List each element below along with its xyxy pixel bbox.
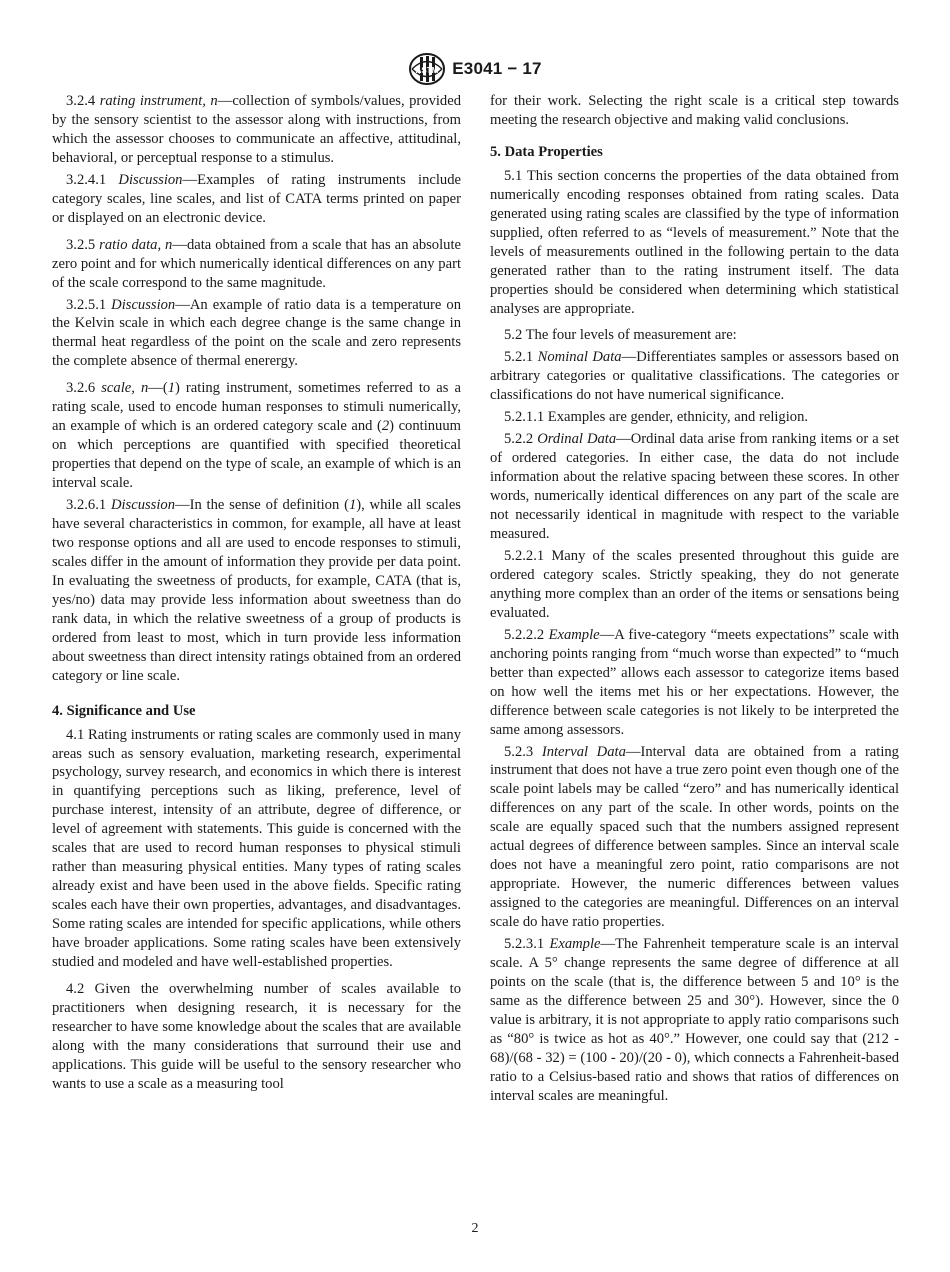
page-number: 2	[471, 1221, 479, 1236]
paragraph-3-2-5: 3.2.5 ratio data, n—data obtained from a scale that has an absolute zero point and for which numerically identical differences on any part of the scale correspond to the same magnitude.	[52, 236, 461, 291]
right-column	[490, 92, 899, 1109]
paragraph-5-2-3-1: 5.2.3.1 Example—The Fahrenheit temperature scale is an interval scale. A 5° change represents the same degree of difference at all points on the scale (that is, the difference between 5 and 10° is the same as the difference between 25 and 30°). However, since the 0 value is arbitrary, it is not appropriate to apply ratio comparisons such as “80° is twice as hot as 40°.” However, one could say that (212 - 68)/(68 - 32) = (100 - 20)/(20 - 0), which connects a Fahrenheit-based ratio to a Celsius-based ratio and shows that ratios of differences on interval scales are meaningful.	[490, 936, 899, 1104]
section-4-heading: 4. Significance and Use	[52, 702, 196, 719]
paragraph-5-2-2-1: 5.2.2.1 Many of the scales presented throughout this guide are ordered category scales. Strictly speaking, they do not generate anything more complex than an order of the items or sensations being evaluated.	[490, 547, 899, 621]
paragraph-3-2-4: 3.2.4 rating instrument, n—collection of symbols/values, provided by the sensory scientist to the assessor along with instructions, from which the assessor chooses to communicate an affective, attitudinal, behavioral, or perceptual response to a stimulus.	[52, 93, 461, 166]
astm-logo-icon	[408, 52, 446, 86]
section-5-heading: 5. Data Properties	[490, 143, 603, 160]
paragraph-3-2-6-1: 3.2.6.1 Discussion—In the sense of definition (1), while all scales have several characteristics in common, for example, all have at least two response options and all are used to encode responses to stimuli, scales differ in the amount of information they provide per data point. In evaluating the sweetness of products, for example, CATA (that is, yes/no) data may provide less information about sweetness than do rank data, in which the relative sweetness of a group of products is ordered from least to most, which in turn provide less information about sweetness than direct intensity ratings obtained from an ordered category or line scale.	[52, 497, 461, 684]
svg-text:ASTM: ASTM	[415, 66, 439, 75]
paragraph-4-2-continued: for their work. Selecting the right scale is a critical step towards meeting the research objective and making valid conclusions.	[490, 93, 899, 128]
paragraph-5-2-1-1: 5.2.1.1 Examples are gender, ethnicity, and religion.	[504, 409, 809, 426]
document-id: E3041 − 17	[452, 59, 542, 78]
paragraph-3-2-4-1: 3.2.4.1 Discussion—Examples of rating instruments include category scales, line scales, and list of CATA terms printed on paper or displayed on an electronic device.	[52, 171, 461, 226]
left-column	[52, 92, 461, 1097]
paragraph-4-1: 4.1 Rating instruments or rating scales are commonly used in many areas such as sensory evaluation, marketing research, experimental psychology, survey research, and economics in which there is interest in quantifying perceptions such as liking, preference, level of purchase interest, intensity of an attribute, degree of difference, or level of agreement with statements. This guide is concerned with the scales that are used to record human responses to physical stimuli rather than measuring physical entities. Many types of rating scales already exist and have been used in the above fields. Specific rating scales each have their own properties, advantages, and disadvantages. Some rating scales are intended for specific applications, while others have broader applications. Some rating scales have been extensively studied and modeled and have well-established properties.	[52, 726, 461, 970]
page-header	[0, 52, 950, 86]
paragraph-3-2-5-1: 3.2.5.1 Discussion—An example of ratio data is a temperature on the Kelvin scale in which each degree change is the same change in thermal heat regardless of the point on the scale and zero represents the complete absence of thermal enerergy.	[52, 296, 461, 370]
paragraph-5-2: 5.2 The four levels of measurement are:	[504, 327, 737, 344]
paragraph-5-2-2: 5.2.2 Ordinal Data—Ordinal data arise from ranking items or a set of ordered categories. In either case, the data do not include information about the relative spacing between these scores. In other words, numerically identical differences on any part of the scale are not necessarily identical in magnitude with respect to the variable measured.	[490, 431, 899, 543]
paragraph-5-1: 5.1 This section concerns the properties of the data obtained from numerically encoding responses obtained from rating scales. Data generated using rating scales are classified by the type of information supplied, often referred to as “levels of measurement.” Note that the levels of measurements outlined in the following pertain to the data generated rather than to the rating instrument itself. The data properties should be considered when determining which statistical analyses are appropriate.	[490, 167, 899, 317]
paragraph-5-2-2-2: 5.2.2.2 Example—A five-category “meets expectations” scale with anchoring points ranging from “much worse than expected” to “much better than expected” allows each assessor to categorize items based on how well the items met his or her expectations. However, the difference between scale categories is not likely to be interpreted the same among assessors.	[490, 626, 899, 738]
paragraph-3-2-6: 3.2.6 scale, n—(1) rating instrument, sometimes referred to as a rating scale, used to encode human responses to stimuli numerically, an example of which is an ordered category scale and (2) continuum on which perceptions are quantified with specified theoretical properties that depend on the type of scale, an example of which is an interval scale.	[52, 380, 461, 492]
paragraph-5-2-1: 5.2.1 Nominal Data—Differentiates samples or assessors based on arbitrary categories or qualitative classifications. The categories or classifications do not have numerical significance.	[490, 349, 899, 404]
paragraph-5-2-3: 5.2.3 Interval Data—Interval data are obtained from a rating instrument that does not have a true zero point even though one of the scale point labels may be called “zero” and has numerically identical differences on any part of the scale. In other words, points on the scale are equally spaced such that the numbers assigned represent actual degrees of difference between samples. Since an interval scale does not have a meaningful zero point, ratio comparisons are not appropriate. However, the numeric differences between values assigned to the categories are meaningful. Differences on an interval scale do have ratio properties.	[490, 743, 899, 931]
paragraph-4-2: 4.2 Given the overwhelming number of scales available to practitioners when designing research, it is necessary for the researcher to have some knowledge about the scales that are available along with the many considerations that surround their use and applications. This guide will be useful to the sensory researcher who wants to use a scale as a measuring tool	[52, 980, 461, 1092]
